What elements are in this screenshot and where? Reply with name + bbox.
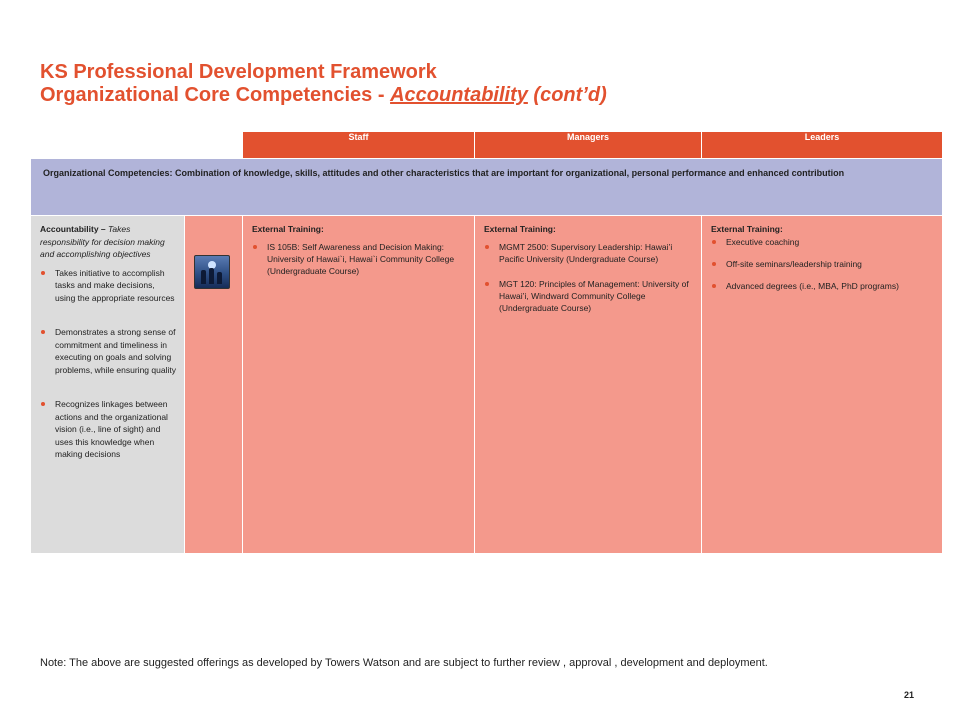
slide-title [40, 61, 940, 107]
leaders-heading: External Training: [711, 224, 783, 234]
definition-text: Organizational Competencies: Combination of knowledge, skills, attitudes and other characteristics that are important for organizational, personal performance and enhanced contribution [31, 159, 943, 216]
staff-heading: External Training: [252, 224, 324, 234]
managers-list [484, 241, 693, 314]
competency-list [40, 267, 176, 461]
person-shape [217, 272, 222, 284]
footnote: Note: The above are suggested offerings as developed by Towers Watson and are subject to further review , approval , development and deployment. [40, 657, 768, 669]
list-item: Takes initiative to accomplish tasks and make decisions, using the appropriate resources [40, 267, 176, 305]
competency-cell [31, 216, 185, 554]
list-item: IS 105B: Self Awareness and Decision Making: University of Hawai`i, Hawai`i Community College (Undergraduate Course) [252, 241, 466, 277]
title-underlined: Accountability [390, 84, 528, 106]
header-staff: Staff [243, 132, 475, 159]
managers-heading: External Training: [484, 224, 556, 234]
content-row [31, 216, 943, 554]
list-item: Demonstrates a strong sense of commitment and timeliness in executing on goals and solving problems, while ensuring quality [40, 326, 176, 376]
people-silhouette-icon [194, 255, 230, 289]
staff-list [252, 241, 466, 277]
competency-lead [40, 223, 176, 261]
header-row [31, 132, 943, 159]
title-line-2 [40, 84, 940, 107]
list-item: Advanced degrees (i.e., MBA, PhD programs) [711, 280, 934, 292]
list-item: Off-site seminars/leadership training [711, 258, 934, 270]
header-blank-2 [185, 132, 243, 159]
competency-table [30, 131, 943, 554]
list-item: Recognizes linkages between actions and the organizational vision (i.e., line of sight) and uses this knowledge when making decisions [40, 398, 176, 461]
leaders-cell [702, 216, 943, 554]
header-leaders: Leaders [702, 132, 943, 159]
person-shape [201, 270, 206, 284]
list-item: MGMT 2500: Supervisory Leadership: Hawai’i Pacific University (Undergraduate Course) [484, 241, 693, 265]
competency-name: Accountability – [40, 224, 106, 234]
definition-row [31, 159, 943, 216]
person-shape [209, 268, 214, 284]
list-item: MGT 120: Principles of Management: University of Hawai’i, Windward Community College (Undergraduate Course) [484, 278, 693, 314]
header-blank [31, 132, 185, 159]
managers-cell [475, 216, 702, 554]
title-suffix: (cont’d) [527, 84, 607, 106]
title-line-1: KS Professional Development Framework [40, 61, 437, 83]
competency-description: Takes responsibility for decision making and accomplishing objectives [40, 224, 165, 259]
staff-cell [243, 216, 475, 554]
header-managers: Managers [475, 132, 702, 159]
page-number: 21 [904, 690, 915, 700]
list-item: Executive coaching [711, 236, 934, 248]
title-prefix: Organizational Core Competencies - [40, 84, 391, 106]
leaders-list [711, 236, 934, 292]
